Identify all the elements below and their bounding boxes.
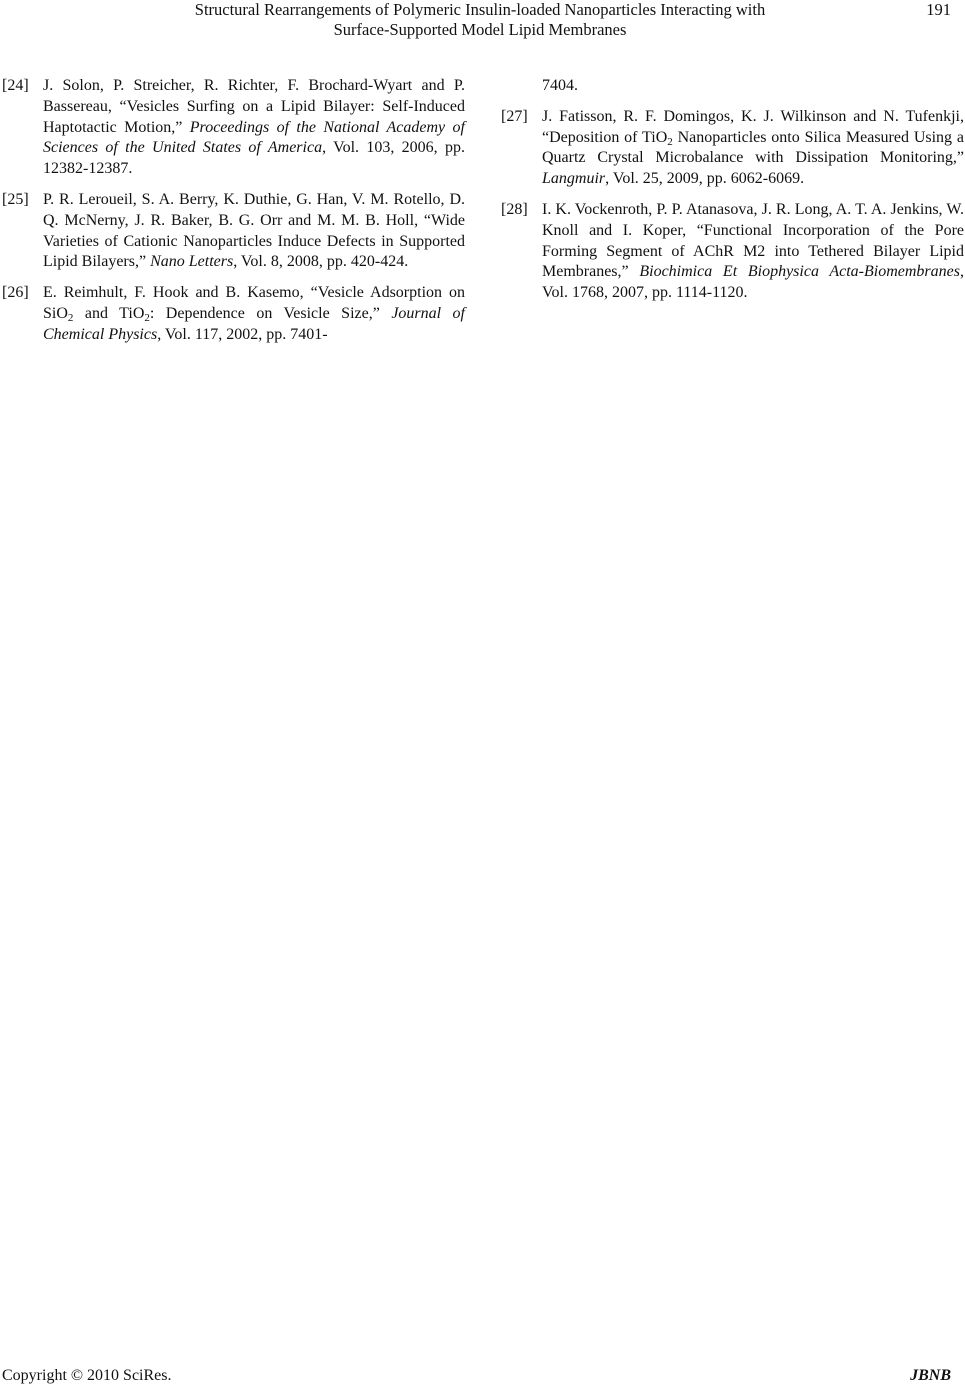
reference-text (542, 107, 964, 190)
subscript: 2 (67, 311, 74, 324)
page-number: 191 (926, 0, 951, 19)
reference-segment: : Dependence on Vesicle Size,” (149, 304, 392, 322)
copyright-notice: Copyright © 2010 SciRes. (2, 1367, 172, 1384)
running-head-line-2: Surface-Supported Model Lipid Membranes (333, 20, 627, 39)
reference-segment: J. Solon, P. Streicher, R. Richter, F. Brochard-Wyart and P. Bassereau, “Vesicles Surfing on a Lipid Bilayer: Self-Induced Haptotactic Motion,” (43, 77, 465, 136)
reference-number: [28] (501, 200, 528, 218)
subscript: 2 (667, 135, 673, 148)
right-column (501, 76, 964, 314)
running-head (150, 0, 810, 40)
reference-segment: , Vol. 117, 2002, pp. 7401- (157, 325, 328, 343)
reference-text (43, 283, 465, 345)
subscript: 2 (144, 311, 150, 324)
reference-24 (2, 76, 465, 180)
reference-segment: and TiO (73, 304, 145, 322)
reference-number: [25] (2, 190, 29, 208)
reference-segment: , Vol. 103, 2006, pp. 12382-12387. (43, 139, 465, 178)
reference-26-continuation: 7404. (542, 77, 578, 94)
reference-28 (501, 200, 964, 304)
reference-number: [24] (2, 77, 29, 94)
italic-title: Proceedings of the National Academy of Sciences of the United States of America (43, 118, 465, 157)
reference-number: [27] (501, 107, 528, 125)
italic-title: Journal of Chemical Physics (43, 304, 466, 343)
reference-segment: I. K. Vockenroth, P. P. Atanasova, J. R. Long, A. T. A. Jenkins, W. Knoll and I. Koper, “Functional Incorporation of the Pore Forming Segment of AChR M2 into Tethered Bilayer Lipid Membranes,” (542, 200, 964, 281)
reference-segment: E. Reimhult, F. Hook and B. Kasemo, “Vesicle Adsorption on SiO (43, 284, 465, 322)
reference-text (542, 200, 964, 304)
reference-segment: Nanoparticles onto Silica Measured Using a Quartz Crystal Microbalance with Dissipation Monitoring,” (542, 128, 964, 167)
left-column (2, 76, 465, 356)
journal-abbreviation: JBNB (910, 1367, 951, 1384)
italic-title: Langmuir (542, 170, 606, 188)
reference-26 (2, 283, 465, 345)
reference-segment: J. Fatisson, R. F. Domingos, K. J. Wilkinson and N. Tufenkji, “Deposition of TiO (542, 107, 964, 146)
reference-segment: , Vol. 25, 2009, pp. 6062-6069. (605, 170, 805, 188)
italic-title: Nano Letters (150, 253, 234, 271)
reference-number: [26] (2, 284, 29, 302)
reference-text (43, 190, 465, 273)
reference-27 (501, 107, 964, 190)
reference-segment: , Vol. 8, 2008, pp. 420-424. (233, 253, 409, 271)
reference-segment: , Vol. 1768, 2007, pp. 1114-1120. (542, 263, 964, 302)
running-head-line-1: Structural Rearrangements of Polymeric Insulin-loaded Nanoparticles Interacting with (194, 0, 766, 19)
reference-25 (2, 190, 465, 273)
italic-title: Biochimica Et Biophysica Acta-Biomembranes (639, 263, 960, 281)
reference-segment: P. R. Leroueil, S. A. Berry, K. Duthie, G. Han, V. M. Rotello, D. Q. McNerny, J. R. Baker, B. G. Orr and M. M. B. Holl, “Wide Varieties of Cationic Nanoparticles Induce Defects in Supported Lipid Bilayers,” (43, 190, 465, 271)
reference-text (43, 76, 465, 180)
